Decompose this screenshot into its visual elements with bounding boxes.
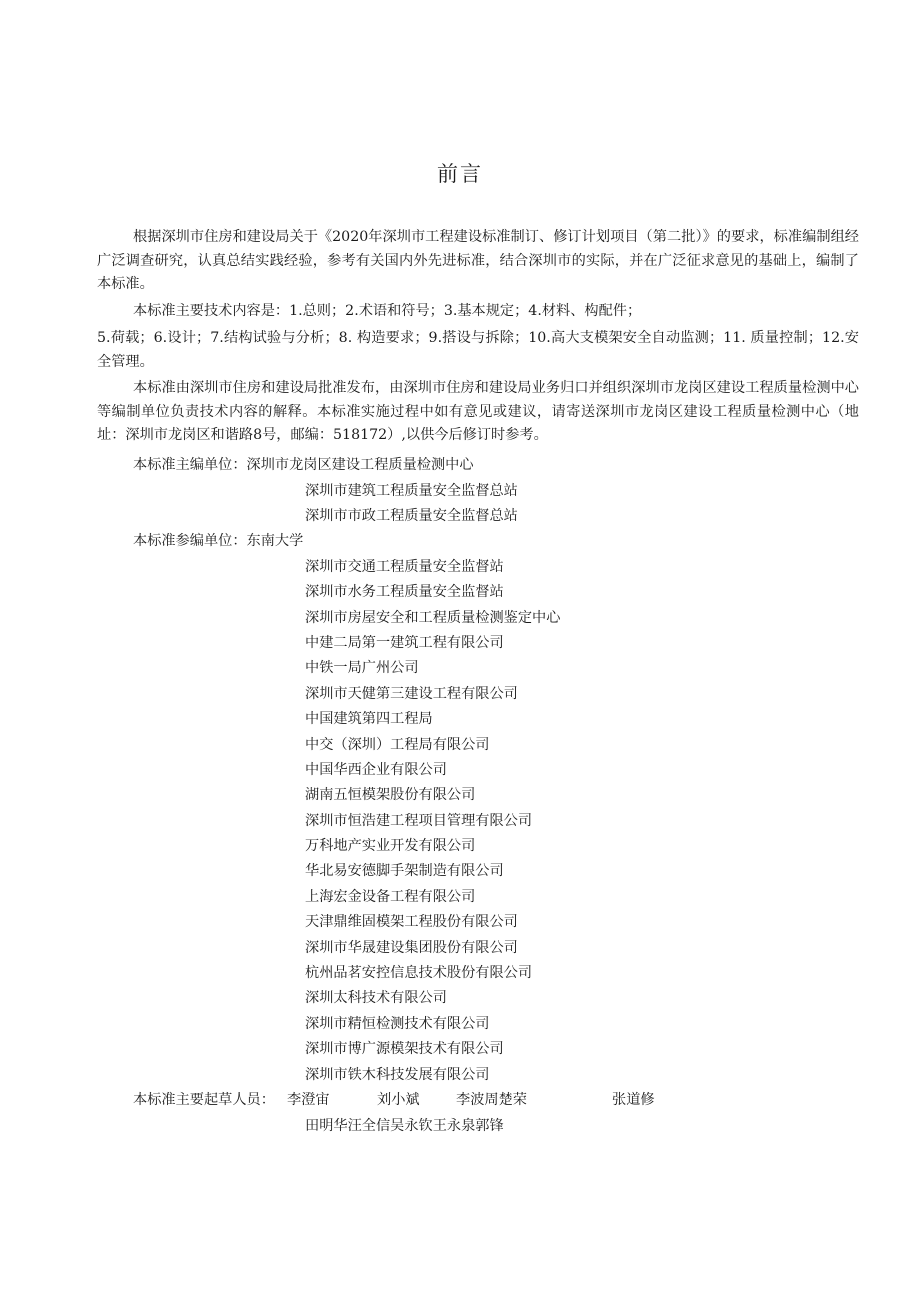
participant-unit: 中交（深圳）工程局有限公司 [305,737,490,753]
drafter-names-row2: 田明华汪全信吴永钦王永泉郭锋 [305,1118,504,1134]
participant-unit: 深圳市交通工程质量安全监督站 [305,559,504,575]
participant-unit: 东南大学 [246,533,304,549]
participant-unit: 深圳太科技术有限公司 [305,990,447,1006]
chief-editor-row [133,455,474,475]
participant-unit: 上海宏金设备工程有限公司 [305,889,476,905]
intro-paragraph: 根据深圳市住房和建设局关于《2020年深圳市工程建设标准制订、修订计划项目（第二批）》的要求，标准编制组经广泛调查研究，认真总结实践经验，参考有关国内外先进标准，结合深圳市的实际，并在广泛征求意见的基础上，编制了本标准。 [97,229,859,292]
participants-label: 本标准参编单位： [133,533,247,549]
contents-paragraph-line2: 5.荷载；6.设计；7.结构试验与分析；8. 构造要求；9.搭设与拆除；10.高大支模架安全自动监测；11. 质量控制；12.安全管理。 [97,330,859,370]
participant-unit: 深圳市房屋安全和工程质量检测鉴定中心 [305,610,561,626]
contents-paragraph-line1: 本标准主要技术内容是：1.总则；2.术语和符号；3.基本规定；4.材料、构配件； [133,303,642,319]
chief-editor-unit: 深圳市龙岗区建设工程质量检测中心 [246,457,474,473]
participant-unit: 深圳市天健第三建设工程有限公司 [305,686,518,702]
drafter-name: 李澄宙 [287,1092,330,1108]
participant-unit: 深圳市精恒检测技术有限公司 [305,1016,490,1032]
participants-row [133,531,303,551]
page-title: 前言 [437,162,483,186]
chief-editor-unit: 深圳市建筑工程质量安全监督总站 [305,483,518,499]
participant-unit: 杭州品茗安控信息技术股份有限公司 [305,965,533,981]
participant-unit: 中建二局第一建筑工程有限公司 [305,635,504,651]
drafters-label: 本标准主要起草人员： [133,1092,275,1108]
drafter-name: 张道修 [612,1092,655,1108]
participant-unit: 万科地产实业开发有限公司 [305,838,476,854]
participant-unit: 深圳市华晟建设集团股份有限公司 [305,940,518,956]
participant-unit: 湖南五恒模架股份有限公司 [305,787,476,803]
participant-unit: 中国建筑第四工程局 [305,711,433,727]
participant-unit: 华北易安德脚手架制造有限公司 [305,863,504,879]
chief-editor-unit: 深圳市市政工程质量安全监督总站 [305,508,518,524]
participant-unit: 中铁一局广州公司 [305,660,419,676]
participant-unit: 中国华西企业有限公司 [305,762,447,778]
chief-editor-label: 本标准主编单位： [133,457,247,473]
participant-unit: 深圳市博广源模架技术有限公司 [305,1041,504,1057]
participant-unit: 天津鼎维固模架工程股份有限公司 [305,914,518,930]
participant-unit: 深圳市恒浩建工程项目管理有限公司 [305,813,533,829]
participant-unit: 深圳市铁木科技发展有限公司 [305,1067,490,1083]
participant-unit: 深圳市水务工程质量安全监督站 [305,584,504,600]
approval-paragraph: 本标准由深圳市住房和建设局批准发布，由深圳市住房和建设局业务归口并组织深圳市龙岗区建设工程质量检测中心等编制单位负责技术内容的解释。本标准实施过程中如有意见或建议，请寄送深圳市龙岗区建设工程质量检测中心（地址：深圳市龙岗区和谐路8号，邮编：518172）,以供今后修订时参考。 [97,380,859,443]
drafter-name: 李波周楚荣 [456,1092,527,1108]
drafter-name: 刘小斌 [377,1092,420,1108]
